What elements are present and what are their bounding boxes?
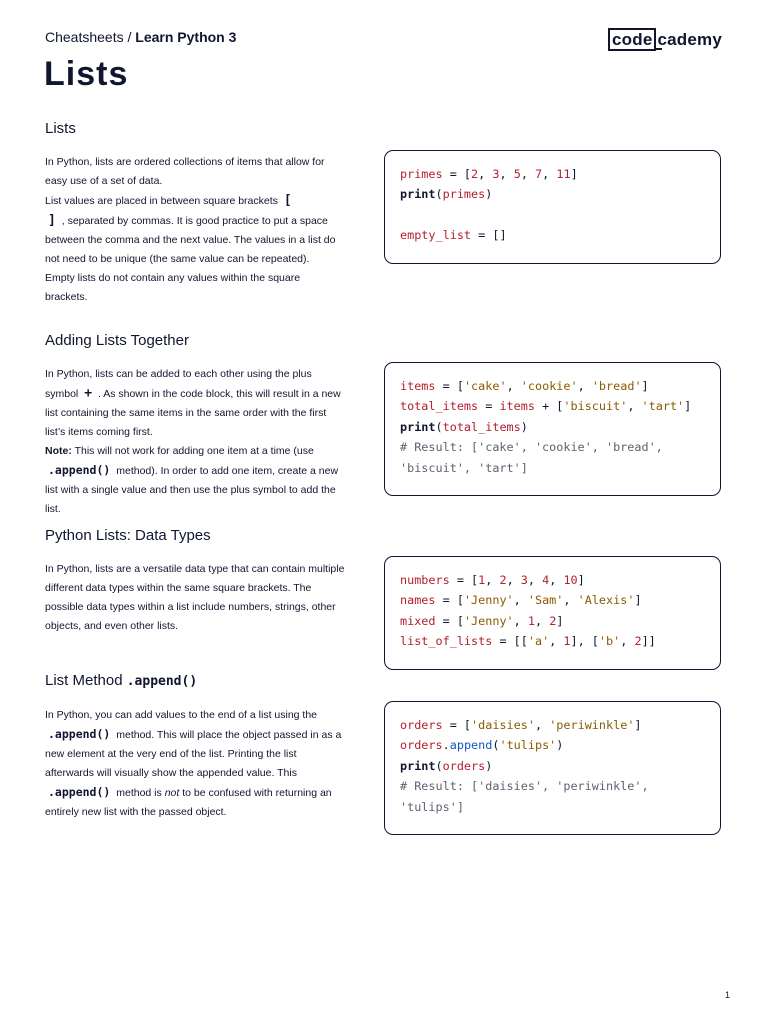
code-comment: # Result: ['daisies', 'periwinkle',: [400, 779, 649, 794]
code-comment: # Result: ['cake', 'cookie', 'bread',: [400, 440, 663, 455]
logo-code-part: code: [608, 28, 656, 51]
page-number: 1: [725, 990, 731, 1000]
section-paragraph: Empty lists do not contain any values within the square brackets.: [45, 272, 301, 303]
section-paragraph: In Python, you can add values to the end of a list using the .append() method. This will place the object passed in as a new element at the very end of the list. Printing the list afterwards will visually show the appended value. This .append() method is not to be confused with returning an entirely new list with the passed object.: [45, 709, 342, 818]
section-title: List Method .append(): [45, 672, 198, 689]
code-line: numbers = [1, 2, 3, 4, 10]: [400, 573, 585, 587]
code-block-lists: [384, 150, 721, 264]
breadcrumb-root-link[interactable]: Cheatsheets: [45, 29, 124, 45]
code-line: empty_list = []: [400, 228, 507, 243]
inline-code-open-bracket: [: [283, 193, 292, 208]
section-paragraph: In Python, lists are ordered collections of items that allow for easy use of a set of data.: [45, 156, 325, 187]
code-line: print(primes): [400, 187, 493, 202]
emphasis-not: not: [164, 787, 180, 799]
code-line: total_items = items + ['biscuit', 'tart']: [400, 399, 692, 414]
section-title: Adding Lists Together: [45, 332, 189, 349]
inline-code-plus: +: [84, 386, 93, 401]
code-line: orders = ['daisies', 'periwinkle']: [400, 718, 642, 732]
breadcrumb: [45, 29, 236, 45]
code-comment: 'tulips']: [400, 799, 464, 814]
code-line: list_of_lists = [['a', 1], ['b', 2]]: [400, 634, 656, 649]
code-block-adding-lists: [384, 362, 721, 496]
section-adding-lists: [45, 332, 345, 519]
section-lists: [45, 120, 345, 307]
code-line-blank: [400, 205, 705, 225]
code-line: mixed = ['Jenny', 1, 2]: [400, 613, 564, 628]
section-paragraph: In Python, lists are a versatile data type that can contain multiple different data types within the same square brackets. The possible data types within a list include numbers, strings, other objects, and even other lists.: [45, 563, 345, 632]
inline-code-close-bracket: ]: [48, 213, 56, 228]
title-inline-code: .append(): [126, 674, 198, 689]
section-title: Lists: [45, 120, 76, 137]
inline-code-append: .append(): [48, 727, 111, 741]
breadcrumb-current[interactable]: Learn Python 3: [135, 29, 237, 45]
code-line: items = ['cake', 'cookie', 'bread']: [400, 379, 649, 393]
code-block-append: [384, 701, 721, 835]
section-paragraph: List values are placed in between square brackets [ ] , separated by commas. It is good practice to put a space between the comma and the next value. The values in a list do not need to be unique (the same value can be repeated).: [45, 193, 336, 265]
code-line: print(total_items): [400, 419, 528, 434]
code-line: orders.append('tulips'): [400, 738, 564, 753]
section-paragraph: In Python, lists can be added to each other using the plus symbol + . As shown in the code block, this will result in a new list containing the same items in the same order with the first list’s items coming first. Note: This will not work for adding one item at a time (use .append() method). In order to add one item, create a new list with a single value and then use the plus symbol to add the list.: [45, 368, 341, 515]
code-line: names = ['Jenny', 'Sam', 'Alexis']: [400, 593, 642, 608]
code-comment: 'biscuit', 'tart']: [400, 460, 528, 475]
inline-code-append: .append(): [48, 785, 111, 799]
section-append: [45, 672, 345, 822]
section-data-types: [45, 527, 345, 636]
breadcrumb-separator: /: [123, 29, 136, 45]
note-label: Note:: [45, 445, 72, 457]
section-title: Python Lists: Data Types: [45, 527, 211, 544]
inline-code-append: .append(): [48, 463, 111, 477]
code-line: primes = [2, 3, 5, 7, 11]: [400, 167, 578, 181]
logo-cademy-part: cademy: [657, 30, 723, 49]
codecademy-logo[interactable]: [608, 30, 722, 50]
page-title: Lists: [44, 55, 129, 93]
code-line: print(orders): [400, 758, 493, 773]
code-block-data-types: [384, 556, 721, 670]
